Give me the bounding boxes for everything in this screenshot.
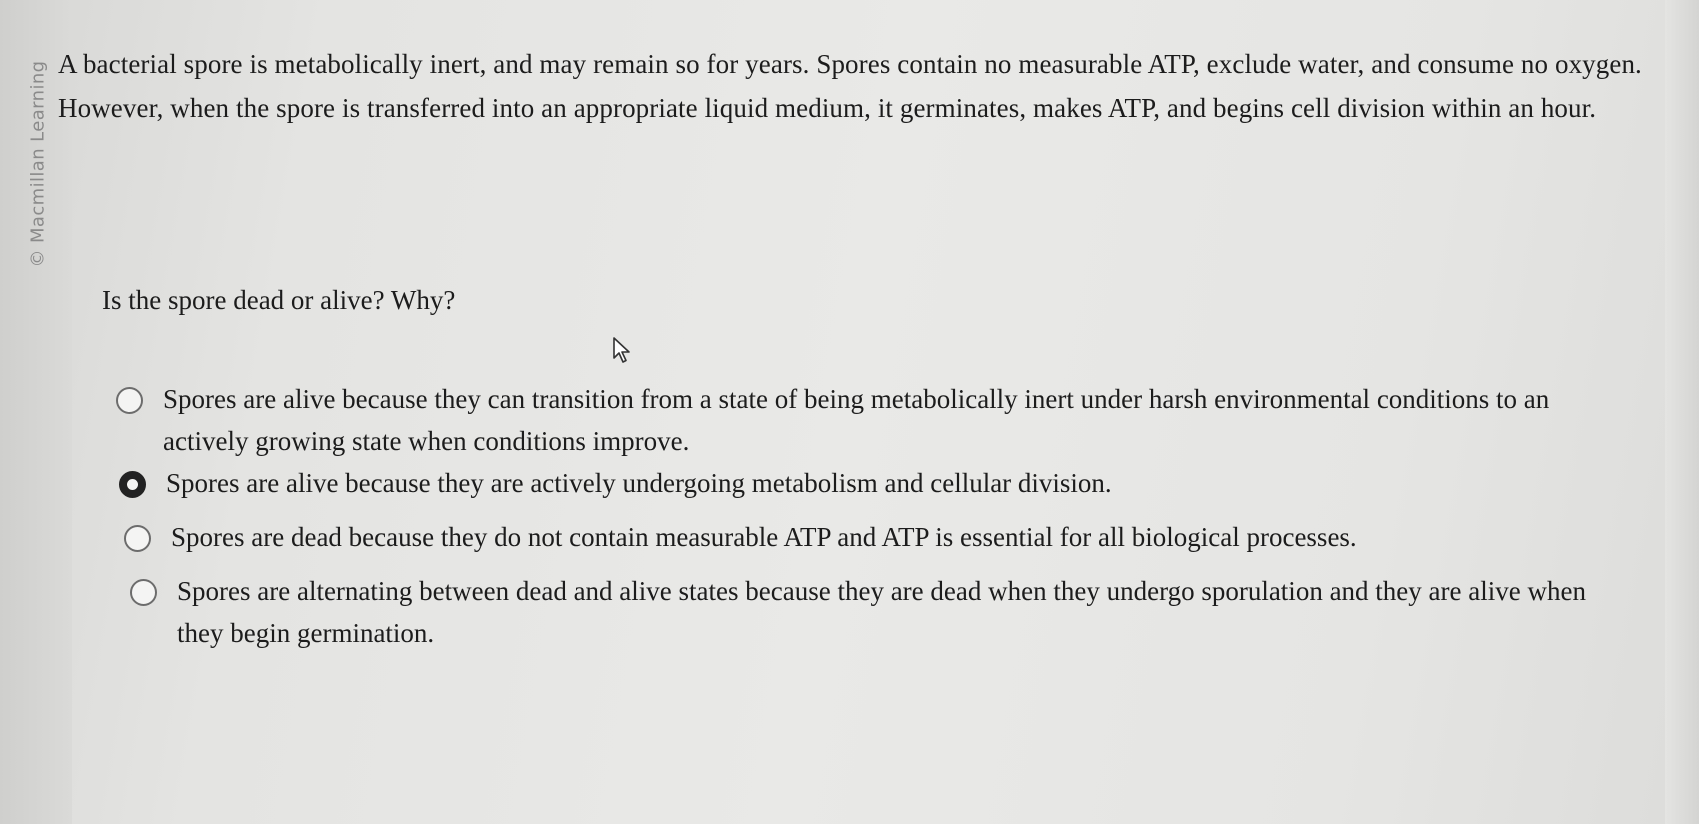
question-prompt: Is the spore dead or alive? Why? [102,285,456,315]
answer-options [110,378,1630,654]
question-passage: A bacterial spore is metabolically inert, and may remain so for years. Spores contain no measurable ATP, exclude water, and consume no oxygen. However, when the spore is transferred into an appropriate liquid medium, it germinates, makes ATP, and begins cell division within an hour. [58,49,1642,123]
radio-button-selected-icon[interactable] [119,471,146,498]
mouse-pointer-icon [612,336,634,364]
answer-option-label: Spores are dead because they do not contain measurable ATP and ATP is essential for all biological processes. [171,522,1357,552]
copyright-credit: © Macmillan Learning [27,60,49,268]
answer-option-label: Spores are alternating between dead and alive states because they are dead when they undergo sporulation and they are alive when they begin germination. [177,576,1586,648]
radio-button-icon[interactable] [130,579,157,606]
answer-option-label: Spores are alive because they are actively undergoing metabolism and cellular division. [166,468,1112,498]
radio-button-icon[interactable] [124,525,151,552]
answer-option-3[interactable] [118,516,1630,558]
radio-button-icon[interactable] [116,387,143,414]
answer-option-label: Spores are alive because they can transition from a state of being metabolically inert under harsh environmental conditions to an actively growing state when conditions improve. [163,384,1550,456]
answer-option-4[interactable] [124,570,1630,654]
answer-option-2[interactable] [113,462,1630,504]
right-margin [1665,0,1699,824]
answer-option-1[interactable] [110,378,1630,462]
